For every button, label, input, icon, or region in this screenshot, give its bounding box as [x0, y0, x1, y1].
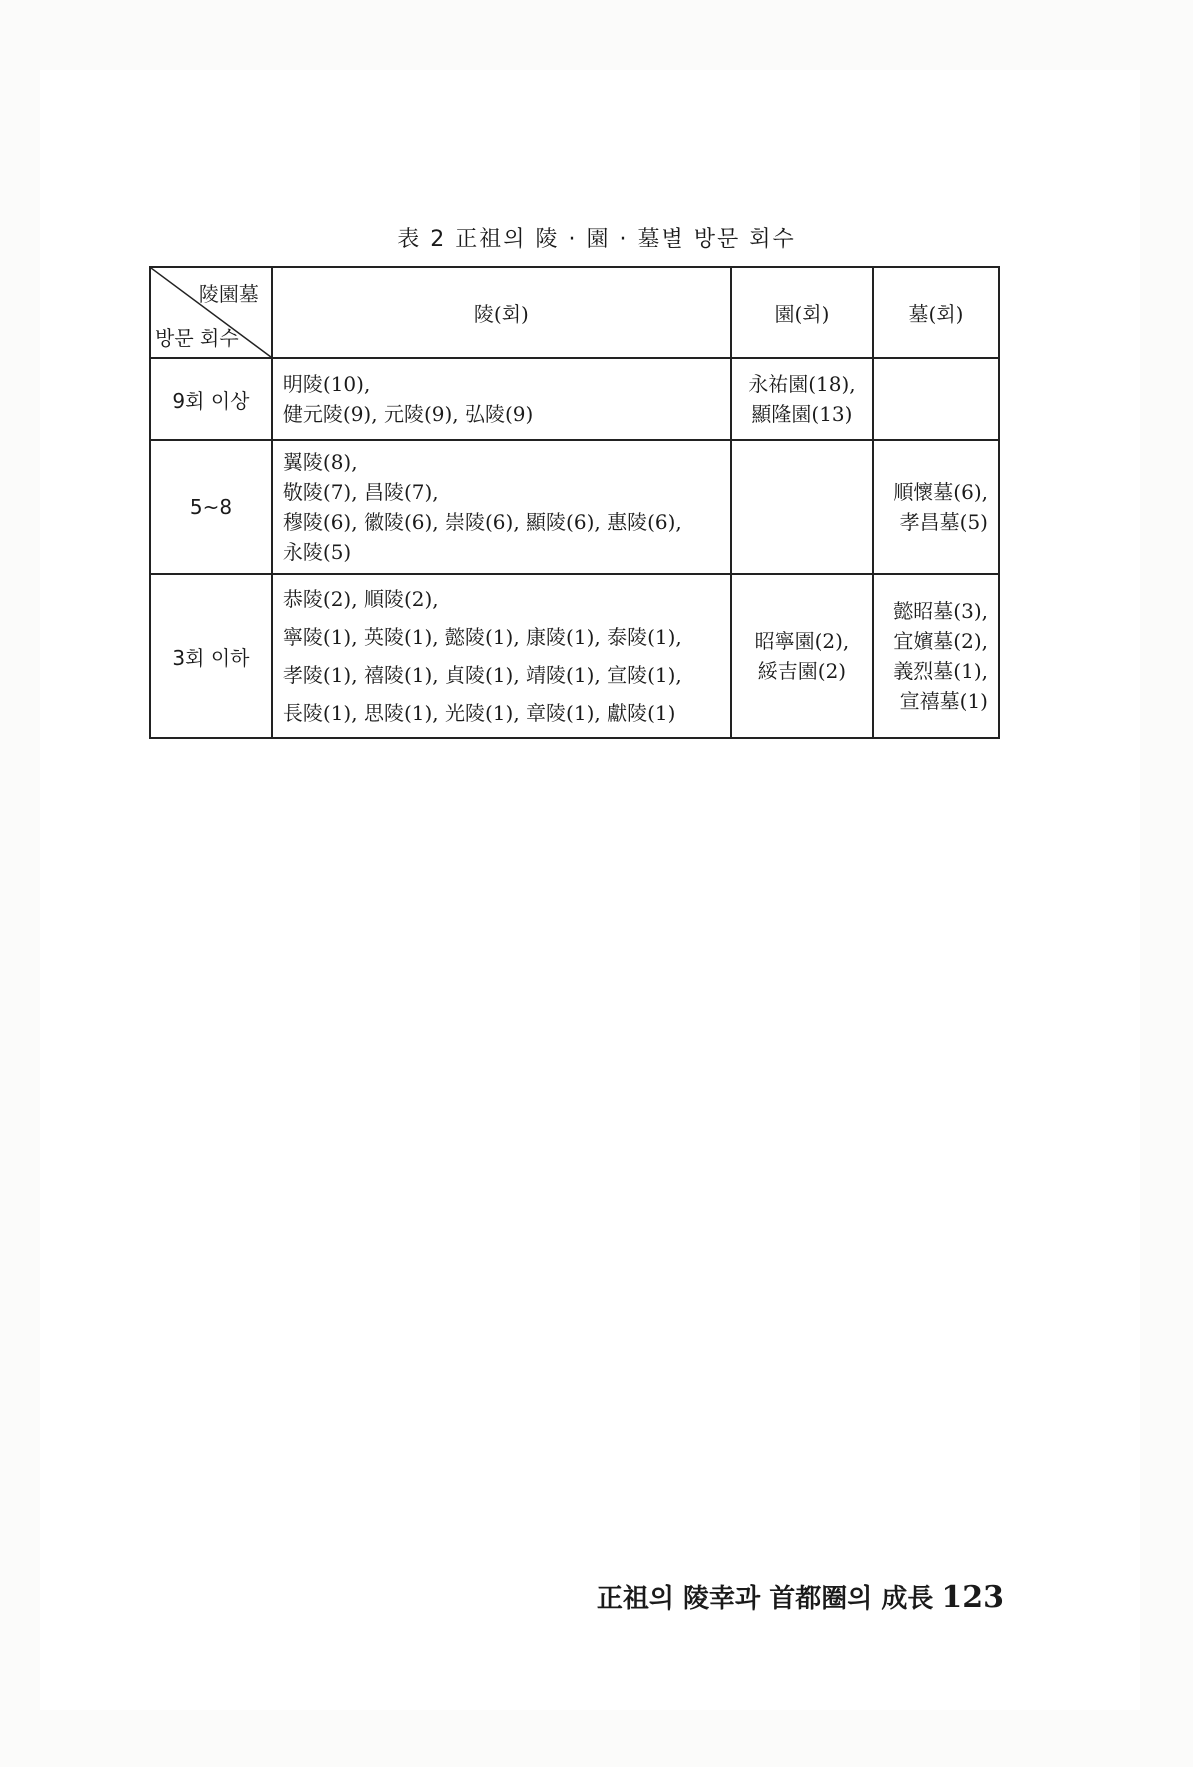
mu-cell — [873, 574, 999, 738]
header-ling: 陵(회) — [272, 267, 731, 358]
corner-header-cell — [150, 267, 272, 358]
header-mu: 墓(회) — [873, 267, 999, 358]
page-number: 123 — [941, 1580, 1004, 1615]
yuan-cell — [731, 440, 873, 574]
table-row-9-plus — [150, 358, 999, 440]
ling-line: 健元陵(9), 元陵(9), 弘陵(9) — [282, 402, 534, 426]
yuan-cell — [731, 358, 873, 440]
ling-cell — [272, 358, 731, 440]
corner-bottom-label: 방문 회수 — [155, 326, 239, 350]
ling-line: 孝陵(1), 禧陵(1), 貞陵(1), 靖陵(1), 宣陵(1), — [282, 663, 682, 687]
ling-line: 恭陵(2), 順陵(2), — [282, 587, 439, 611]
yuan-line: 綏吉園(2) — [757, 659, 847, 683]
mu-line: 懿昭墓(3), — [893, 599, 988, 623]
ling-line: 翼陵(8), — [282, 450, 358, 474]
mu-line: 孝昌墓(5) — [899, 510, 988, 534]
mu-line: 順懷墓(6), — [893, 480, 988, 504]
mu-line: 宜嬪墓(2), — [893, 629, 988, 653]
ling-line: 穆陵(6), 徽陵(6), 崇陵(6), 顯陵(6), 惠陵(6), — [282, 510, 682, 534]
row-label: 5~8 — [150, 440, 272, 574]
mu-line: 宣禧墓(1) — [899, 689, 988, 713]
yuan-line: 顯隆園(13) — [751, 402, 853, 426]
ling-cell — [272, 440, 731, 574]
ling-cell — [272, 574, 731, 738]
header-yuan: 園(회) — [731, 267, 873, 358]
table-row-5-8 — [150, 440, 999, 574]
ling-line: 明陵(10), — [282, 372, 371, 396]
table-caption: 表 2 正祖의 陵 · 園 · 墓별 방문 회수 — [397, 227, 796, 252]
table-header-row — [150, 267, 999, 358]
row-label: 9회 이상 — [150, 358, 272, 440]
running-footer — [597, 1578, 1004, 1615]
ling-line: 長陵(1), 思陵(1), 光陵(1), 章陵(1), 獻陵(1) — [282, 701, 676, 725]
visit-count-table — [149, 266, 1000, 739]
mu-cell — [873, 358, 999, 440]
mu-line: 義烈墓(1), — [893, 659, 988, 683]
mu-cell — [873, 440, 999, 574]
ling-line: 永陵(5) — [282, 540, 352, 564]
yuan-cell — [731, 574, 873, 738]
corner-top-label: 陵園墓 — [198, 282, 259, 306]
footer-title: 正祖의 陵幸과 首都圈의 成長 — [596, 1584, 934, 1614]
row-label: 3회 이하 — [150, 574, 272, 738]
yuan-line: 昭寧園(2), — [754, 629, 850, 653]
yuan-line: 永祐園(18), — [748, 372, 856, 396]
ling-line: 寧陵(1), 英陵(1), 懿陵(1), 康陵(1), 泰陵(1), — [282, 625, 682, 649]
ling-line: 敬陵(7), 昌陵(7), — [282, 480, 439, 504]
table-row-3-less — [150, 574, 999, 738]
